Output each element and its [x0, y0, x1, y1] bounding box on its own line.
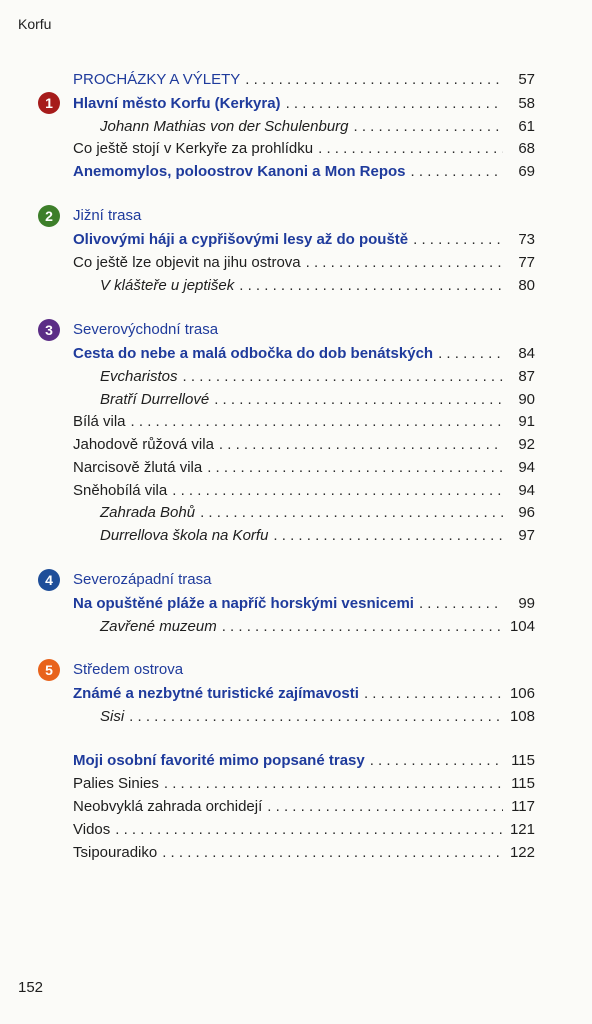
toc-entry[interactable] — [100, 706, 535, 728]
dot-leader — [411, 161, 503, 183]
toc-entry[interactable] — [73, 93, 535, 115]
toc-entry-title: Co ještě lze objevit na jihu ostrova — [73, 254, 301, 271]
toc-entry-title: Známé a nezbytné turistické zajímavosti — [73, 685, 359, 702]
toc-entry[interactable] — [73, 434, 535, 456]
toc-entry[interactable] — [100, 389, 535, 411]
toc-entry-page: 77 — [518, 254, 535, 271]
toc-entry-title: Jahodově růžová vila — [73, 436, 214, 453]
toc-entry-title: Durrellova škola na Korfu — [100, 527, 269, 544]
toc-entry[interactable] — [73, 773, 535, 795]
dot-leader — [115, 819, 503, 841]
toc-entry-title: Vidos — [73, 821, 111, 838]
toc-entry-page: 99 — [518, 595, 535, 612]
toc-entry-page: 68 — [518, 140, 535, 157]
toc-entry[interactable] — [73, 343, 535, 365]
toc-entry[interactable] — [73, 480, 535, 502]
toc-entry-page: 117 — [511, 798, 535, 815]
toc-entry-page: 80 — [518, 277, 535, 294]
dot-leader — [273, 525, 503, 547]
dot-leader — [438, 343, 503, 365]
route-number-badge-5: 5 — [38, 659, 60, 681]
dot-leader — [129, 706, 503, 728]
dot-leader — [370, 750, 503, 772]
dot-leader — [306, 252, 503, 274]
route-number-badge-3: 3 — [38, 319, 60, 341]
toc-entry-page: 121 — [509, 821, 535, 838]
toc-entry-title: Na opuštěné pláže a napříč horskými vesnicemi — [73, 595, 414, 612]
toc-entry[interactable] — [73, 796, 535, 818]
dot-leader — [162, 842, 503, 864]
toc-entry-title: Sisi — [100, 708, 125, 725]
dot-leader — [354, 116, 504, 138]
toc-entry-page: 94 — [518, 482, 535, 499]
toc-entry-title: Hlavní město Korfu (Kerkyra) — [73, 95, 281, 112]
dot-leader — [286, 93, 503, 115]
dot-leader — [239, 275, 503, 297]
toc-entry-title: V klášteře u jeptišek — [100, 277, 235, 294]
toc-entry-page: 115 — [511, 775, 535, 792]
toc-entry-title: Neobvyklá zahrada orchidejí — [73, 798, 263, 815]
toc-entry-title: PROCHÁZKY A VÝLETY — [73, 71, 241, 88]
dot-leader — [207, 457, 503, 479]
dot-leader — [164, 773, 503, 795]
route-number-badge-2: 2 — [38, 205, 60, 227]
toc-entry[interactable] — [73, 683, 535, 705]
toc-entry-page: 73 — [518, 231, 535, 248]
dot-leader — [200, 502, 503, 524]
dot-leader — [413, 229, 503, 251]
toc-entry[interactable] — [73, 229, 535, 251]
toc-entry-page: 96 — [518, 504, 535, 521]
dot-leader — [214, 389, 503, 411]
toc-entry-page: 106 — [509, 685, 535, 702]
toc-entry-page: 61 — [518, 118, 535, 135]
dot-leader — [364, 683, 503, 705]
toc-entry-page: 57 — [518, 71, 535, 88]
route-heading: Severovýchodní trasa — [73, 321, 219, 338]
toc-entry-title: Olivovými háji a cypřišovými lesy až do pouště — [73, 231, 409, 248]
route-heading: Středem ostrova — [73, 661, 184, 678]
dot-leader — [131, 411, 503, 433]
toc-entry-page: 90 — [518, 391, 535, 408]
dot-leader — [172, 480, 503, 502]
toc-entry-page: 115 — [511, 752, 535, 769]
toc-entry-page: 58 — [518, 95, 535, 112]
toc-entry[interactable] — [73, 161, 535, 183]
dot-leader — [183, 366, 503, 388]
toc-entry[interactable] — [73, 411, 535, 433]
toc-entry[interactable] — [100, 366, 535, 388]
toc-entry[interactable] — [73, 252, 535, 274]
toc-entry-title: Cesta do nebe a malá odbočka do dob benátských — [73, 345, 434, 362]
toc-entry[interactable] — [100, 275, 535, 297]
route-heading: Severozápadní trasa — [73, 571, 212, 588]
dot-leader — [219, 434, 503, 456]
toc-entry-title: Anemomylos, poloostrov Kanoni a Mon Repos — [73, 163, 406, 180]
toc-entry[interactable] — [73, 138, 535, 160]
toc-entry[interactable] — [100, 525, 535, 547]
toc-entry-title: Bratří Durrellové — [100, 391, 210, 408]
dot-leader — [245, 69, 503, 91]
toc-entry[interactable] — [73, 593, 535, 615]
toc-entry[interactable] — [73, 842, 535, 864]
toc-entry-title: Moji osobní favorité mimo popsané trasy — [73, 752, 365, 769]
toc-entry-title: Co ještě stojí v Kerkyře za prohlídku — [73, 140, 314, 157]
running-header: Korfu — [18, 16, 52, 32]
toc-entry-page: 87 — [518, 368, 535, 385]
toc-entry[interactable] — [73, 457, 535, 479]
toc-entry-page: 84 — [518, 345, 535, 362]
route-number-badge-1: 1 — [38, 92, 60, 114]
toc-entry-page: 69 — [518, 163, 535, 180]
toc-entry-title: Palies Sinies — [73, 775, 159, 792]
toc-entry-title: Bílá vila — [73, 413, 126, 430]
toc-entry[interactable] — [100, 616, 535, 638]
toc-entry[interactable] — [73, 819, 535, 841]
dot-leader — [419, 593, 503, 615]
toc-entry[interactable] — [100, 502, 535, 524]
toc-entry-title: Narcisově žlutá vila — [73, 459, 203, 476]
page-number: 152 — [18, 979, 44, 996]
dot-leader — [267, 796, 503, 818]
toc-entry[interactable] — [100, 116, 535, 138]
toc-entry-title: Zavřené muzeum — [100, 618, 217, 635]
toc-entry-title: Johann Mathias von der Schulenburg — [100, 118, 349, 135]
toc-entry-title: Sněhobílá vila — [73, 482, 168, 499]
toc-entry-page: 122 — [509, 844, 535, 861]
dot-leader — [318, 138, 503, 160]
toc-entry-page: 94 — [518, 459, 535, 476]
toc-entry-page: 97 — [518, 527, 535, 544]
route-number-badge-4: 4 — [38, 569, 60, 591]
toc-entry-page: 108 — [509, 708, 535, 725]
toc-entry-page: 104 — [509, 618, 535, 635]
dot-leader — [222, 616, 503, 638]
toc-entry-page: 91 — [518, 413, 535, 430]
toc-entry-title: Tsipouradiko — [73, 844, 158, 861]
toc-entry[interactable] — [73, 750, 535, 772]
toc-entry-title: Zahrada Bohů — [100, 504, 196, 521]
toc-entry-title: Evcharistos — [100, 368, 178, 385]
toc-entry-page: 92 — [518, 436, 535, 453]
route-heading: Jižní trasa — [73, 207, 142, 224]
toc-entry-prochazky[interactable] — [73, 69, 535, 91]
